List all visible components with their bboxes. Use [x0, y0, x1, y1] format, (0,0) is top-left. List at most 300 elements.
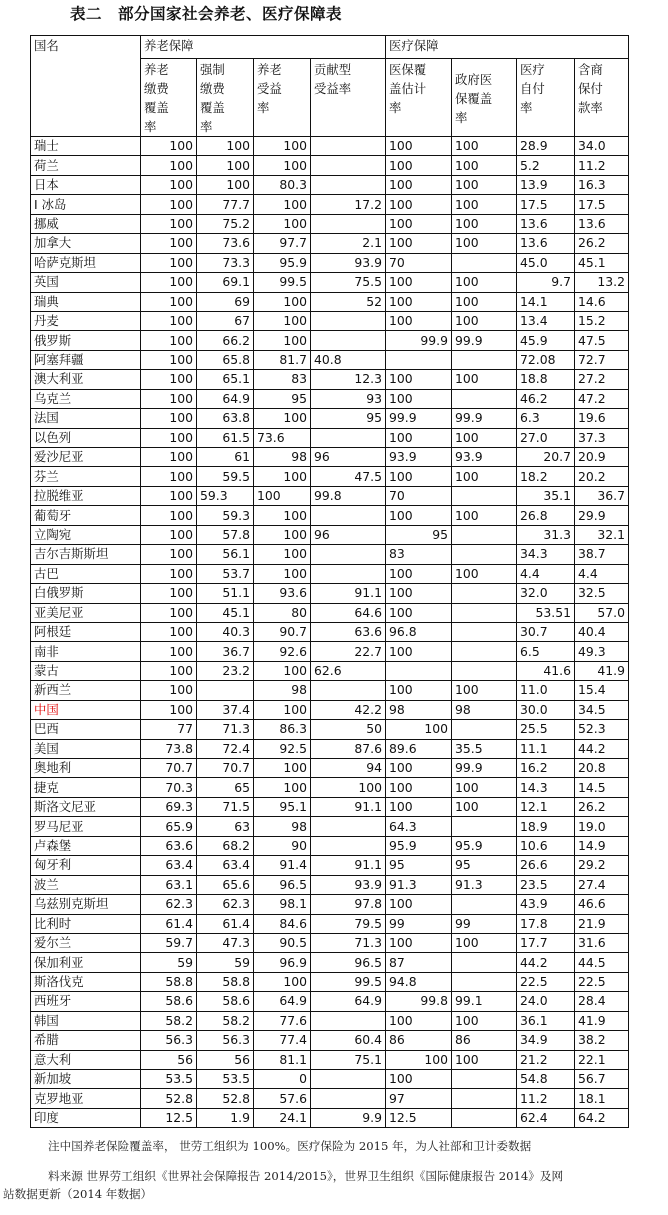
table-cell: 100: [254, 195, 311, 214]
table-cell: 73.3: [197, 253, 254, 272]
table-cell: 62.6: [311, 661, 386, 680]
table-cell: 10.6: [517, 836, 575, 855]
table-cell: 100: [452, 273, 517, 292]
header-text: 养老 缴费 覆盖 率: [144, 62, 169, 134]
table-cell: 99.8: [386, 992, 452, 1011]
table-row: [31, 525, 629, 544]
table-cell: [311, 836, 386, 855]
table-cell: [452, 953, 517, 972]
table-cell: 70.7: [197, 759, 254, 778]
table-cell: 38.2: [575, 1031, 629, 1050]
table-cell: 16.2: [517, 759, 575, 778]
table-cell: 100: [141, 350, 197, 369]
social-security-table: [30, 35, 629, 1128]
table-cell: [311, 175, 386, 194]
table-cell: 18.1: [575, 1089, 629, 1108]
table-cell: 64.6: [311, 603, 386, 622]
header-health-coverage-estimate: [386, 59, 452, 137]
table-cell: 1.9: [197, 1108, 254, 1127]
table-cell: 63.8: [197, 409, 254, 428]
header-mandatory-contribution-coverage: [197, 59, 254, 137]
table-cell: 100: [141, 584, 197, 603]
country-name: 吉尔吉斯斯坦: [31, 545, 141, 564]
table-cell: 32.1: [575, 525, 629, 544]
table-cell: 100: [254, 661, 311, 680]
header-row-groups: [31, 36, 629, 59]
table-cell: [311, 311, 386, 330]
table-row: [31, 409, 629, 428]
table-cell: 100: [452, 311, 517, 330]
header-incl-commercial-payment-rate: [575, 59, 629, 137]
table-cell: 95.1: [254, 797, 311, 816]
table-cell: 77.7: [197, 195, 254, 214]
table-row: [31, 584, 629, 603]
table-cell: 56.7: [575, 1070, 629, 1089]
table-row: [31, 739, 629, 758]
table-row: [31, 992, 629, 1011]
table-cell: 100: [452, 175, 517, 194]
table-cell: 100: [254, 214, 311, 233]
table-cell: 70.3: [141, 778, 197, 797]
table-cell: 86: [386, 1031, 452, 1050]
table-cell: 96.8: [386, 622, 452, 641]
table-cell: 100: [254, 564, 311, 583]
table-row: [31, 933, 629, 952]
table-cell: 52.8: [197, 1089, 254, 1108]
table-cell: 98: [452, 700, 517, 719]
table-cell: 24.1: [254, 1108, 311, 1127]
table-cell: 96: [311, 525, 386, 544]
table-cell: 70: [386, 253, 452, 272]
table-cell: 100: [197, 175, 254, 194]
table-cell: 99.9: [452, 759, 517, 778]
table-cell: 57.0: [575, 603, 629, 622]
table-cell: 36.7: [197, 642, 254, 661]
table-cell: 58.2: [197, 1011, 254, 1030]
table-cell: 62.3: [197, 895, 254, 914]
table-cell: 17.8: [517, 914, 575, 933]
table-cell: 100: [141, 253, 197, 272]
table-cell: 100: [141, 156, 197, 175]
table-cell: 40.8: [311, 350, 386, 369]
table-cell: 6.5: [517, 642, 575, 661]
table-cell: 100: [386, 933, 452, 952]
table-row: [31, 1070, 629, 1089]
table-cell: 98: [254, 448, 311, 467]
table-cell: [452, 895, 517, 914]
table-cell: 100: [452, 797, 517, 816]
table-cell: 100: [141, 195, 197, 214]
table-cell: 23.5: [517, 875, 575, 894]
table-cell: 53.51: [517, 603, 575, 622]
table-cell: 13.4: [517, 311, 575, 330]
table-cell: [311, 137, 386, 156]
table-cell: 93.9: [452, 448, 517, 467]
table-cell: [311, 1089, 386, 1108]
table-cell: [197, 681, 254, 700]
table-cell: 22.5: [517, 972, 575, 991]
table-cell: 93: [311, 389, 386, 408]
table-cell: 37.4: [197, 700, 254, 719]
table-cell: 95: [452, 856, 517, 875]
table-cell: 100: [141, 331, 197, 350]
table-row: [31, 331, 629, 350]
table-cell: [452, 486, 517, 505]
table-cell: 13.6: [575, 214, 629, 233]
table-cell: 27.2: [575, 370, 629, 389]
table-cell: [452, 1070, 517, 1089]
table-cell: [452, 350, 517, 369]
table-cell: 100: [452, 778, 517, 797]
table-cell: 100: [141, 137, 197, 156]
table-cell: 86.3: [254, 720, 311, 739]
table-cell: 65: [197, 778, 254, 797]
table-cell: 73.8: [141, 739, 197, 758]
country-name: 比利时: [31, 914, 141, 933]
table-cell: 100: [254, 467, 311, 486]
country-name: 卢森堡: [31, 836, 141, 855]
table-cell: 99.9: [452, 409, 517, 428]
table-cell: 70.7: [141, 759, 197, 778]
table-cell: 100: [141, 642, 197, 661]
table-cell: 9.7: [517, 273, 575, 292]
table-cell: [311, 506, 386, 525]
table-cell: 22.1: [575, 1050, 629, 1069]
table-cell: 100: [141, 603, 197, 622]
table-cell: 93.6: [254, 584, 311, 603]
header-text: 强制 缴费 覆盖 率: [200, 62, 225, 134]
table-cell: 32.5: [575, 584, 629, 603]
table-row: [31, 1089, 629, 1108]
table-cell: 99.8: [311, 486, 386, 505]
table-cell: 63.1: [141, 875, 197, 894]
table-cell: 86: [452, 1031, 517, 1050]
table-cell: 99.5: [254, 273, 311, 292]
table-row: [31, 622, 629, 641]
table-cell: 34.3: [517, 545, 575, 564]
table-cell: 100: [141, 622, 197, 641]
table-cell: [452, 720, 517, 739]
table-row: [31, 214, 629, 233]
table-cell: 95: [254, 389, 311, 408]
table-cell: [311, 428, 386, 447]
country-name: 新西兰: [31, 681, 141, 700]
table-cell: 65.8: [197, 350, 254, 369]
table-cell: 0: [254, 1070, 311, 1089]
table-cell: 54.8: [517, 1070, 575, 1089]
country-name: 捷克: [31, 778, 141, 797]
table-cell: 63: [197, 817, 254, 836]
table-cell: [311, 214, 386, 233]
table-cell: 72.08: [517, 350, 575, 369]
table-row: [31, 1050, 629, 1069]
table-cell: 38.7: [575, 545, 629, 564]
table-row: [31, 817, 629, 836]
table-cell: 20.8: [575, 759, 629, 778]
table-cell: 12.1: [517, 797, 575, 816]
table-cell: 91.4: [254, 856, 311, 875]
table-cell: 17.2: [311, 195, 386, 214]
table-row: [31, 156, 629, 175]
country-name: 罗马尼亚: [31, 817, 141, 836]
table-cell: 100: [452, 506, 517, 525]
table-cell: 47.3: [197, 933, 254, 952]
table-cell: [452, 525, 517, 544]
table-cell: [311, 681, 386, 700]
table-cell: 90: [254, 836, 311, 855]
table-cell: [452, 253, 517, 272]
table-cell: 35.5: [452, 739, 517, 758]
table-row: [31, 700, 629, 719]
table-cell: 5.2: [517, 156, 575, 175]
table-cell: 99.9: [386, 331, 452, 350]
table-row: [31, 137, 629, 156]
table-cell: 41.9: [575, 1011, 629, 1030]
table-cell: 100: [254, 972, 311, 991]
table-cell: 100: [386, 1070, 452, 1089]
table-cell: 34.0: [575, 137, 629, 156]
table-cell: 43.9: [517, 895, 575, 914]
table-cell: 81.1: [254, 1050, 311, 1069]
table-cell: 83: [386, 545, 452, 564]
table-cell: 69: [197, 292, 254, 311]
table-cell: 100: [452, 234, 517, 253]
table-row: [31, 875, 629, 894]
table-cell: [311, 1070, 386, 1089]
table-cell: 56.3: [197, 1031, 254, 1050]
table-cell: 59.3: [197, 486, 254, 505]
table-row: [31, 428, 629, 447]
header-country: 国名: [31, 36, 141, 137]
table-cell: 100: [141, 311, 197, 330]
table-cell: 59: [141, 953, 197, 972]
table-cell: 100: [254, 331, 311, 350]
table-cell: 84.6: [254, 914, 311, 933]
table-cell: 90.7: [254, 622, 311, 641]
table-cell: 47.5: [575, 331, 629, 350]
table-cell: 99.1: [452, 992, 517, 1011]
table-row: [31, 895, 629, 914]
table-cell: 100: [386, 428, 452, 447]
table-cell: 19.6: [575, 409, 629, 428]
table-cell: 91.3: [386, 875, 452, 894]
table-cell: 100: [254, 137, 311, 156]
table-cell: 61: [197, 448, 254, 467]
table-cell: 35.1: [517, 486, 575, 505]
table-cell: 67: [197, 311, 254, 330]
table-cell: 50: [311, 720, 386, 739]
table-cell: 71.5: [197, 797, 254, 816]
table-cell: 24.0: [517, 992, 575, 1011]
table-cell: 60.4: [311, 1031, 386, 1050]
footnote: 注中国养老保险覆盖率， 世劳工组织为 100%。医疗保险为 2015 年，为人社部和卫计委数据: [48, 1139, 532, 1153]
table-row: [31, 564, 629, 583]
table-cell: [452, 972, 517, 991]
table-cell: [311, 564, 386, 583]
table-row: [31, 856, 629, 875]
table-cell: 100: [254, 778, 311, 797]
table-cell: 44.2: [517, 953, 575, 972]
table-cell: 100: [452, 195, 517, 214]
table-cell: 12.5: [141, 1108, 197, 1127]
table-cell: 26.8: [517, 506, 575, 525]
table-cell: 23.2: [197, 661, 254, 680]
table-cell: 100: [254, 545, 311, 564]
table-cell: 45.1: [197, 603, 254, 622]
table-cell: 95.9: [386, 836, 452, 855]
table-row: [31, 350, 629, 369]
table-cell: 69.1: [197, 273, 254, 292]
table-cell: 81.7: [254, 350, 311, 369]
table-row: [31, 797, 629, 816]
table-cell: 100: [141, 409, 197, 428]
table-cell: 63.4: [141, 856, 197, 875]
table-cell: [452, 545, 517, 564]
table-cell: [452, 389, 517, 408]
table-cell: 77.4: [254, 1031, 311, 1050]
table-cell: 59.3: [197, 506, 254, 525]
table-cell: 25.5: [517, 720, 575, 739]
table-cell: 80.3: [254, 175, 311, 194]
table-cell: 89.6: [386, 739, 452, 758]
table-cell: 64.9: [254, 992, 311, 1011]
table-cell: 45.9: [517, 331, 575, 350]
country-name: 美国: [31, 739, 141, 758]
country-name: 保加利亚: [31, 953, 141, 972]
table-cell: 17.5: [517, 195, 575, 214]
table-cell: 95: [386, 525, 452, 544]
table-cell: [311, 331, 386, 350]
table-cell: 100: [141, 681, 197, 700]
table-cell: 58.2: [141, 1011, 197, 1030]
table-cell: 100: [254, 700, 311, 719]
table-cell: 100: [386, 175, 452, 194]
table-cell: 99: [452, 914, 517, 933]
table-cell: 100: [386, 370, 452, 389]
table-cell: 14.6: [575, 292, 629, 311]
table-cell: 96.9: [254, 953, 311, 972]
country-name: 挪威: [31, 214, 141, 233]
table-cell: 100: [386, 156, 452, 175]
table-cell: 58.6: [197, 992, 254, 1011]
table-cell: 73.6: [197, 234, 254, 253]
table-cell: 95: [386, 856, 452, 875]
table-cell: [386, 350, 452, 369]
table-cell: 100: [452, 1011, 517, 1030]
table-cell: 61.5: [197, 428, 254, 447]
table-cell: 49.3: [575, 642, 629, 661]
table-row: [31, 603, 629, 622]
country-name: 意大利: [31, 1050, 141, 1069]
table-cell: [311, 1011, 386, 1030]
table-cell: 22.7: [311, 642, 386, 661]
table-row: [31, 972, 629, 991]
table-cell: 100: [386, 759, 452, 778]
table-cell: 45.1: [575, 253, 629, 272]
table-cell: 36.7: [575, 486, 629, 505]
country-name: 奥地利: [31, 759, 141, 778]
table-cell: 98: [254, 681, 311, 700]
table-row: [31, 661, 629, 680]
header-pension-contribution-coverage: [141, 59, 197, 137]
table-cell: 26.6: [517, 856, 575, 875]
table-cell: 100: [386, 214, 452, 233]
table-cell: 62.3: [141, 895, 197, 914]
table-cell: 2.1: [311, 234, 386, 253]
table-cell: 53.5: [197, 1070, 254, 1089]
table-cell: 100: [141, 506, 197, 525]
table-cell: 91.1: [311, 584, 386, 603]
table-cell: 32.0: [517, 584, 575, 603]
table-cell: 100: [452, 933, 517, 952]
table-cell: [452, 1089, 517, 1108]
country-name: 西班牙: [31, 992, 141, 1011]
country-name: 爱尔兰: [31, 933, 141, 952]
table-cell: 95.9: [452, 836, 517, 855]
country-name: 乌克兰: [31, 389, 141, 408]
country-name: 日本: [31, 175, 141, 194]
table-cell: 83: [254, 370, 311, 389]
table-cell: 100: [386, 467, 452, 486]
country-name: 中国: [31, 700, 141, 719]
table-cell: 53.7: [197, 564, 254, 583]
table-cell: 17.7: [517, 933, 575, 952]
table-cell: 100: [197, 156, 254, 175]
table-cell: [452, 622, 517, 641]
table-cell: 100: [311, 778, 386, 797]
table-cell: 100: [141, 175, 197, 194]
country-name: 丹麦: [31, 311, 141, 330]
table-cell: 52: [311, 292, 386, 311]
country-name: 阿根廷: [31, 622, 141, 641]
table-cell: 66.2: [197, 331, 254, 350]
table-cell: 98.1: [254, 895, 311, 914]
table-row: [31, 642, 629, 661]
table-cell: 98: [254, 817, 311, 836]
table-cell: 14.3: [517, 778, 575, 797]
table-row: [31, 1031, 629, 1050]
table-cell: 92.6: [254, 642, 311, 661]
table-cell: 96: [311, 448, 386, 467]
table-cell: [311, 156, 386, 175]
table-cell: [386, 661, 452, 680]
table-cell: 61.4: [141, 914, 197, 933]
table-cell: [311, 545, 386, 564]
table-cell: 100: [386, 273, 452, 292]
table-cell: 100: [452, 292, 517, 311]
table-cell: 100: [141, 214, 197, 233]
table-cell: 100: [254, 409, 311, 428]
country-name: 爱沙尼亚: [31, 448, 141, 467]
table-cell: 97.7: [254, 234, 311, 253]
table-cell: 100: [254, 486, 311, 505]
table-cell: 19.0: [575, 817, 629, 836]
country-name: 阿塞拜疆: [31, 350, 141, 369]
table-row: [31, 195, 629, 214]
header-pension-benefit-rate: [254, 59, 311, 137]
table-cell: 100: [452, 214, 517, 233]
table-row: [31, 486, 629, 505]
table-row: [31, 836, 629, 855]
country-name: 哈萨克斯坦: [31, 253, 141, 272]
table-cell: 17.5: [575, 195, 629, 214]
table-cell: 4.4: [517, 564, 575, 583]
country-name: 斯洛伐克: [31, 972, 141, 991]
table-cell: 11.2: [575, 156, 629, 175]
table-cell: 15.4: [575, 681, 629, 700]
table-cell: 100: [141, 370, 197, 389]
table-cell: 62.4: [517, 1108, 575, 1127]
